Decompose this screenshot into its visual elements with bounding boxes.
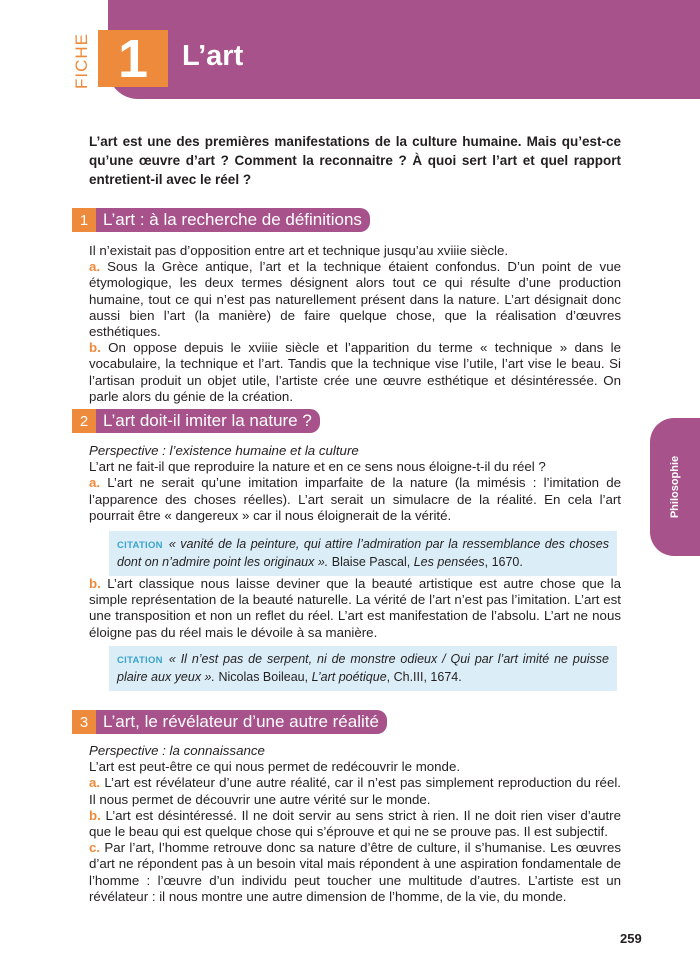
citation-work: Les pensées	[413, 555, 485, 569]
section-lead: Il n’existait pas d’opposition entre art et technique jusqu’au xviiie siècle.	[89, 243, 509, 258]
item-text: L’art est désintéressé. Il ne doit servir au sens strict à rien. Il ne doit rien viser d’autre que le beau qui est quelque chose qui s’éprouve et qui ne se prouve pas. Il est subjectif.	[89, 807, 621, 840]
paragraph-item	[89, 840, 621, 905]
section-3-body	[89, 743, 621, 905]
citation-box	[109, 531, 617, 576]
section-heading-2	[72, 409, 320, 433]
item-label: a.	[89, 475, 101, 491]
fiche-label: FICHE	[72, 33, 91, 89]
item-label: b.	[89, 340, 101, 356]
citation-author: Blaise Pascal,	[331, 555, 411, 569]
section-title: L’art doit-il imiter la nature ?	[96, 409, 320, 433]
citation-box	[109, 646, 617, 691]
section-lead: L’art est peut-être ce qui nous permet de redécouvrir le monde.	[89, 759, 461, 775]
side-tab-label: Philosophie	[669, 455, 681, 519]
intro-paragraph: L’art est une des premières manifestations de la culture humaine. Mais qu’est-ce qu’une œuvre d’art ? Comment la reconnaitre ? À quoi sert l’art et quel rapport entretient-il avec le réel ?	[89, 134, 621, 187]
paragraph-item	[89, 808, 621, 840]
item-text: L’art ne serait qu’une imitation imparfaite de la nature (la mimésis : l’imitation de l’apparence des choses réelles). L’art serait un simulacre de la réalité. En cela l’art pourrait être « dangereux » car il nous éloignerait de la vérité.	[89, 475, 621, 523]
section-number: 2	[72, 409, 96, 433]
paragraph-item	[89, 475, 621, 524]
citation-quote: « vanité de la peinture, qui attire l’admiration par la ressemblance des choses dont on n’admire point les originaux ».	[117, 537, 609, 569]
citation-work: L’art poétique	[311, 670, 387, 684]
item-text: L’art est révélateur d’une autre réalité, car il n’est pas simplement reproduction du réel. Il nous permet de découvrir une autre vérité sur le monde.	[89, 775, 621, 807]
item-label: c.	[89, 840, 101, 856]
page-title: L’art	[182, 40, 244, 72]
citation-ref: , Ch.III, 1674.	[386, 670, 462, 684]
section-title: L’art : à la recherche de définitions	[96, 208, 370, 232]
section-2-body-b	[89, 576, 621, 641]
citation-quote: « Il n’est pas de serpent, ni de monstre odieux / Qui par l’art imité ne puisse plaire aux yeux ».	[117, 652, 609, 684]
paragraph-item	[89, 340, 621, 405]
item-text: L’art classique nous laisse deviner que la beauté artistique est autre chose que la simple représentation de la beauté naturelle. La vérité de l’art n’est pas l’imitation. L’art est une transposition et non un reflet du réel. L’art est manifestation de l’absolu. L’art ne nous éloigne pas du réel mais le dévoile à sa manière.	[89, 576, 621, 640]
fiche-number: 1	[98, 30, 168, 87]
item-text: On oppose depuis le xviiie siècle et l’apparition du terme « technique » dans le vocabulaire, la technique et l’art. Tandis que la technique vise l’utile, l’art vise le beau. Si l’artisan produit un objet utile, l’artiste crée une œuvre esthétique et désintéressée. On parle alors du génie de la création.	[89, 340, 621, 404]
citation-label: CITATION	[117, 655, 163, 666]
paragraph-item	[89, 576, 621, 641]
section-number: 3	[72, 710, 96, 734]
item-label: a.	[89, 259, 101, 275]
item-label: b.	[89, 576, 101, 591]
item-label: a.	[89, 775, 101, 791]
section-heading-3	[72, 710, 387, 734]
section-lead: L’art ne fait-il que reproduire la nature et en ce sens nous éloigne-t-il du réel ?	[89, 459, 546, 475]
section-2-body-a	[89, 443, 621, 524]
item-text: Sous la Grèce antique, l’art et la technique étaient confondus. D’un point de vue étymologique, les deux termes désignent alors tout ce qui résulte d’une production humaine, tout ce qui n’est pas naturellement présent dans la nature. L’art désignait donc aussi bien l’art (la manière) de faire quelque chose, que la réalisation d’œuvres esthétiques.	[89, 259, 621, 340]
citation-author: Nicolas Boileau,	[218, 670, 309, 684]
side-tab-philosophie[interactable]	[650, 418, 700, 556]
section-heading-1	[72, 208, 370, 232]
section-title: L’art, le révélateur d’une autre réalité	[96, 710, 387, 734]
item-text: Par l’art, l’homme retrouve donc sa nature d’être de culture, il s’humanise. Les œuvres d’art ne répondent pas à un besoin vital mais répondent à une aspiration fondamentale de l’homme : l’œuvre d’un individu peut toucher une multitude d’autres. L’artiste est un révélateur : il nous montre une autre dimension de l’homme, de la vie, du monde.	[89, 840, 621, 904]
section-perspective: Perspective : l’existence humaine et la culture	[89, 443, 359, 458]
paragraph-item	[89, 259, 621, 340]
section-perspective: Perspective : la connaissance	[89, 743, 265, 758]
page-number: 259	[620, 931, 642, 946]
citation-ref: , 1670.	[484, 555, 523, 569]
section-number: 1	[72, 208, 96, 232]
section-1-body	[89, 243, 621, 405]
citation-label: CITATION	[117, 540, 163, 551]
paragraph-item	[89, 775, 621, 807]
item-label: b.	[89, 807, 101, 823]
